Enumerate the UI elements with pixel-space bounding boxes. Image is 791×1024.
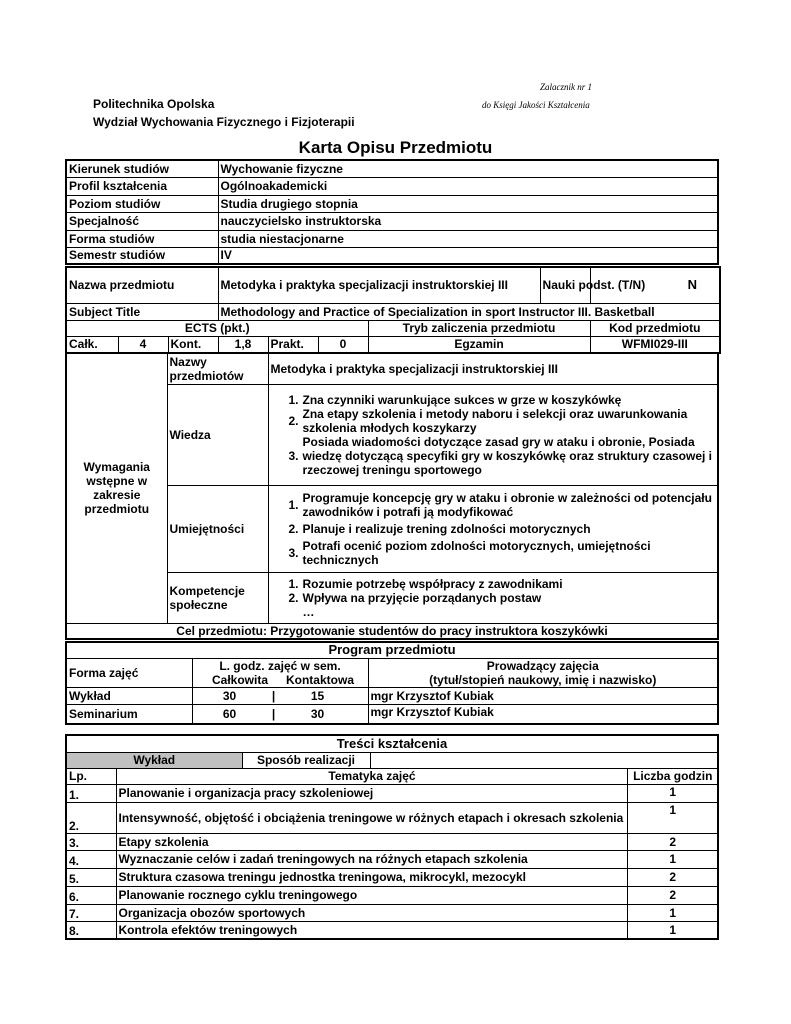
subject-table bbox=[65, 266, 721, 354]
info-value: studia niestacjonarne bbox=[218, 230, 718, 247]
ects-kont-label: Kont. bbox=[168, 336, 218, 353]
requirements-table bbox=[65, 352, 719, 640]
knowledge-item: 1. Zna czynniki warunkujące sukces w grze w koszykówkę bbox=[288, 392, 622, 407]
basic-science-label: Nauki podst. (T/N) bbox=[540, 267, 590, 303]
method-label: Sposób realizacji bbox=[242, 752, 370, 768]
info-value: nauczycielsko instruktorska bbox=[218, 212, 718, 230]
skill-item: 3. Potrafi ocenić poziom zdolności motorycznych, umiejętności technicznych bbox=[288, 538, 651, 567]
lp-header: Lp. bbox=[66, 768, 116, 784]
prior-subjects-value: Metodyka i praktyka specjalizacji instruktorskiej III bbox=[268, 353, 718, 384]
content-table bbox=[65, 734, 719, 940]
content-type: Wykład bbox=[66, 752, 242, 768]
info-value: IV bbox=[218, 247, 718, 264]
ects-header: ECTS (pkt.) bbox=[66, 320, 368, 336]
row-topic: Wyznaczanie celów i zadań treningowych na różnych etapach szkolenia bbox=[116, 850, 628, 868]
annex-label: Zalacznik nr 1 bbox=[540, 82, 593, 92]
ects-kont-value: 1,8 bbox=[218, 336, 268, 353]
row-lp: 6. bbox=[66, 886, 116, 904]
exam-mode-value: Egzamin bbox=[368, 336, 590, 353]
skill-item: 1. Programuje koncepcję gry w ataku i obronie w zależności od potencjału zawodników i potrafi ją modyfikować bbox=[288, 490, 712, 519]
row-topic: Etapy szkolenia bbox=[116, 833, 628, 850]
social-item: … bbox=[302, 604, 315, 619]
quality-book-label: do Księgi Jakości Kształcenia bbox=[482, 100, 590, 110]
course-goal: Cel przedmiotu: Przygotowanie studentów do pracy instruktora koszykówki bbox=[66, 623, 718, 639]
info-label: Kierunek studiów bbox=[66, 160, 218, 177]
program-teacher: mgr Krzysztof Kubiak bbox=[368, 687, 718, 704]
program-teacher: mgr Krzysztof Kubiak bbox=[368, 704, 718, 724]
program-hours: 60 | 30 bbox=[192, 704, 368, 724]
subject-name-label: Nazwa przedmiotu bbox=[66, 267, 218, 303]
subject-title-value: Methodology and Practice of Specialization in sport Instructor III. Basketball bbox=[218, 303, 720, 320]
program-form: Wykład bbox=[66, 687, 192, 704]
row-hours: 1 bbox=[628, 802, 718, 833]
topic-header: Tematyka zajęć bbox=[116, 768, 628, 784]
method-value bbox=[370, 752, 718, 768]
info-label: Profil kształcenia bbox=[66, 177, 218, 195]
row-topic: Kontrola efektów treningowych bbox=[116, 921, 628, 939]
document-title: Karta Opisu Przedmiotu bbox=[298, 138, 493, 157]
program-form: Seminarium bbox=[66, 704, 192, 724]
info-value: Studia drugiego stopnia bbox=[218, 195, 718, 212]
table-row bbox=[66, 833, 718, 850]
table-row bbox=[66, 904, 718, 921]
info-label: Poziom studiów bbox=[66, 195, 218, 212]
row-topic: Struktura czasowa treningu jednostka treningowa, mikrocykl, mezocykl bbox=[116, 868, 628, 886]
course-code-value: WFMI029-III bbox=[590, 336, 720, 353]
row-lp: 8. bbox=[66, 921, 116, 939]
row-hours: 1 bbox=[628, 904, 718, 921]
hours-header: Liczba godzin bbox=[628, 768, 718, 784]
study-info-table bbox=[65, 159, 719, 265]
social-item: 2. Wpływa na przyjęcie porządanych postaw bbox=[288, 590, 542, 605]
knowledge-label: Wiedza bbox=[167, 384, 268, 485]
knowledge-item: 3. Posiada wiadomości dotyczące zasad gry w ataku i obronie, Posiada wiedzę dotyczącą specyfiki gry w koszykówkę oraz struktury czasowej i rzeczowej treningu sportowego bbox=[288, 434, 712, 477]
hours-header: L. godz. zajęć w sem. Całkowita Kontaktowa bbox=[192, 658, 368, 687]
table-row bbox=[66, 886, 718, 904]
subject-name-value: Metodyka i praktyka specjalizacji instruktorskiej III bbox=[218, 267, 540, 303]
form-label: Forma zajęć bbox=[66, 658, 192, 687]
skills-label: Umiejętności bbox=[167, 485, 268, 572]
row-lp: 3. bbox=[66, 833, 116, 850]
row-lp: 4. bbox=[66, 850, 116, 868]
row-topic: Organizacja obozów sportowych bbox=[116, 904, 628, 921]
row-topic: Planowanie i organizacja pracy szkoleniowej bbox=[116, 784, 628, 802]
row-hours: 1 bbox=[628, 850, 718, 868]
row-hours: 2 bbox=[628, 886, 718, 904]
ects-total-value: 4 bbox=[118, 336, 168, 353]
university-name: Politechnika Opolska bbox=[93, 97, 215, 111]
row-lp: 5. bbox=[66, 868, 116, 886]
social-competences-label: Kompetencje społeczne bbox=[167, 572, 268, 623]
row-lp: 2. bbox=[66, 802, 116, 833]
ects-prakt-label: Prakt. bbox=[268, 336, 318, 353]
social-competences-list bbox=[268, 572, 718, 623]
program-table bbox=[65, 641, 719, 725]
ects-prakt-value: 0 bbox=[318, 336, 368, 353]
row-lp: 7. bbox=[66, 904, 116, 921]
program-title: Program przedmiotu bbox=[66, 642, 718, 658]
info-value: Ogólnoakademicki bbox=[218, 177, 718, 195]
row-hours: 1 bbox=[628, 921, 718, 939]
info-value: Wychowanie fizyczne bbox=[218, 160, 718, 177]
program-hours: 30 | 15 bbox=[192, 687, 368, 704]
table-row bbox=[66, 921, 718, 939]
subject-title-label: Subject Title bbox=[66, 303, 218, 320]
info-label: Semestr studiów bbox=[66, 247, 218, 264]
requirements-label: Wymagania wstępne w zakresie przedmiotu bbox=[66, 353, 167, 623]
exam-mode-header: Tryb zaliczenia przedmiotu bbox=[368, 320, 590, 336]
table-row bbox=[66, 784, 718, 802]
knowledge-list bbox=[268, 384, 718, 485]
table-row bbox=[66, 868, 718, 886]
basic-science-value: N bbox=[590, 267, 720, 303]
row-topic: Planowanie rocznego cyklu treningowego bbox=[116, 886, 628, 904]
social-item: 1. Rozumie potrzebę współpracy z zawodnikami bbox=[288, 576, 563, 591]
table-row bbox=[66, 850, 718, 868]
skills-list bbox=[268, 485, 718, 572]
teacher-header: Prowadzący zajęcia (tytuł/stopień naukowy, imię i nazwisko) bbox=[368, 658, 718, 687]
course-code-header: Kod przedmiotu bbox=[590, 320, 720, 336]
prior-subjects-label: Nazwy przedmiotów bbox=[167, 353, 268, 384]
content-title: Treści kształcenia bbox=[66, 735, 718, 752]
row-hours: 2 bbox=[628, 833, 718, 850]
skill-item: 2. Planuje i realizuje trening zdolności motorycznych bbox=[288, 521, 591, 536]
info-label: Forma studiów bbox=[66, 230, 218, 247]
row-lp: 1. bbox=[66, 784, 116, 802]
knowledge-item: 2. Zna etapy szkolenia i metody naboru i selekcji oraz uwarunkowania szkolenia młodych koszykarzy bbox=[288, 406, 688, 435]
faculty-name: Wydział Wychowania Fizycznego i Fizjoterapii bbox=[93, 115, 355, 129]
row-hours: 1 bbox=[628, 784, 718, 802]
info-label: Specjalność bbox=[66, 212, 218, 230]
row-hours: 2 bbox=[628, 868, 718, 886]
table-row bbox=[66, 802, 718, 833]
row-topic: Intensywność, objętość i obciążenia treningowe w różnych etapach i okresach szkolenia bbox=[116, 802, 628, 833]
ects-total-label: Całk. bbox=[66, 336, 118, 353]
